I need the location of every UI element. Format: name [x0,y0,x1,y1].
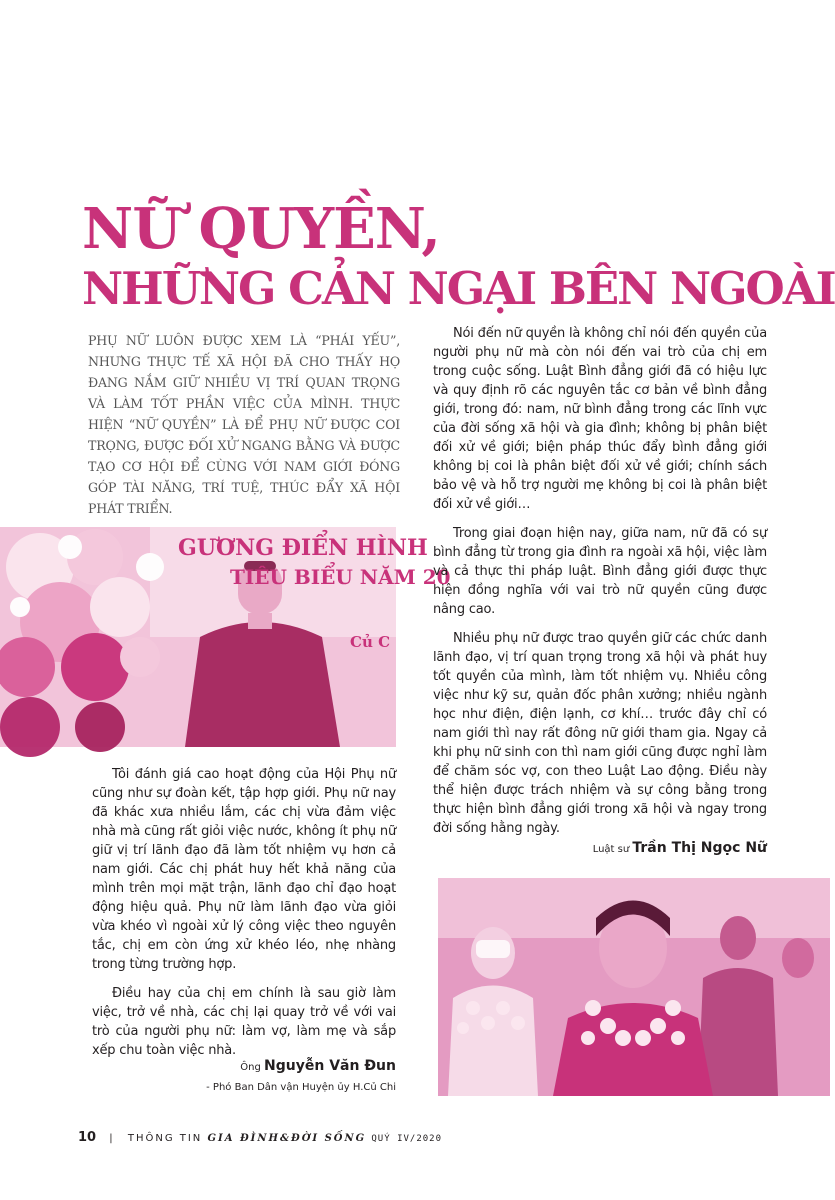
photo-banner-text-2: TIÊU BIỂU NĂM 20 [230,565,451,589]
photo-woman-with-garland [438,878,830,1096]
quote-column-left [92,765,396,1070]
intro-lead: PHỤ NỮ LUÔN ĐƯỢC XEM LÀ “PHÁI YẾU”, NHƯNG THỰC TẾ XÃ HỘI ĐÃ CHO THẤY HỌ ĐANG NẮM GIỮ NHIỀU VỊ TRÍ QUAN TRỌNG VÀ LÀM TỐT PHẦN VIỆC CỦA MÌNH. THỰC HIỆN “NỮ QUYỀN” LÀ ĐỂ PHỤ NỮ ĐƯỢC COI TRỌNG, ĐƯỢC ĐỐI XỬ NGANG BẰNG VÀ ĐƯỢC TẠO CƠ HỘI ĐỂ CÙNG VỚI NAM GIỚI ĐÓNG GÓP TÀI NĂNG, TRÍ TUỆ, THÚC ĐẨY XÃ HỘI PHÁT TRIỂN. [88,333,400,516]
page-footer [78,1130,442,1145]
page-number: 10 [78,1130,97,1145]
signature-role: - Phó Ban Dân vận Huyện ủy H.Củ Chi [206,1082,396,1093]
issue-label: QUÝ IV/2020 [371,1134,442,1144]
signature-name: Trần Thị Ngọc Nữ [632,840,767,856]
footer-separator: | [109,1133,115,1144]
photo-official-at-event [0,527,451,747]
photo-banner-text-1: GƯƠNG ĐIỂN HÌNH [178,535,428,561]
quote-paragraph: Nhiều phụ nữ được trao quyền giữ các chức danh lãnh đạo, vị trí quan trọng trong xã hội và phát huy tốt quyền của mình, làm tốt nhiệm vụ. Nhiều công việc như kỹ sư, quản đốc phân xưởng; nhiều ngành học như điện, điện lạnh, cơ khí… trước đây chỉ có nam giới thì nay rất đông nữ giới tham gia. Ngay cả khi phụ nữ sinh con thì nam giới cũng được nghỉ làm để chăm sóc vợ, con theo Luật Lao động. Điều này thể hiện được trách nhiệm và sự công bằng trong thực hiện bình đẳng giới trong xã hội và ngay trong đời sống hằng ngày. [433,631,767,836]
headline-line-1: NỮ QUYỀN, [82,196,440,262]
photo-banner-text-3: Củ C [350,633,391,651]
signature-name: Nguyễn Văn Đun [264,1058,396,1074]
quote-column-right [433,324,767,848]
magazine-name: GIA ĐÌNH&ĐỜI SỐNG [207,1133,367,1144]
photo-woman-illustration [438,878,830,1096]
signature-title: Ông [240,1062,261,1073]
signature-right [593,840,767,856]
quote-paragraph: Nói đến nữ quyền là không chỉ nói đến quyền của người phụ nữ mà còn nói đến vai trò của chị em trong cuộc sống. Luật Bình đẳng giới đã có hiệu lực và quy định rõ các nguyên tắc cơ bản về bình đẳng giới, trong đó: nam, nữ bình đẳng trong các lĩnh vực của đời sống xã hội và gia đình; không bị phân biệt đối xử về giới; biện pháp thúc đẩy bình đẳng giới không bị coi là phân biệt đối xử về giới; chính sách bảo vệ và hỗ trợ người mẹ không bị coi là phân biệt đối xử về giới… [433,326,767,512]
headline-line-2: NHỮNG CẢN NGẠI BÊN NGOÀI [82,262,835,315]
footer-prefix: THÔNG TIN [127,1133,203,1144]
quote-paragraph: Tôi đánh giá cao hoạt động của Hội Phụ nữ cũng như sự đoàn kết, tập hợp giới. Phụ nữ nay đã khác xưa nhiều lắm, các chị vừa đảm việc nhà mà cũng rất giỏi việc nước, không ít phụ nữ giữ vị trí lãnh đạo đã làm tốt nhiệm vụ hơn cả nam giới. Các chị phát huy hết khả năng của mình trên mọi mặt trận, lãnh đạo chỉ đạo hoạt động hiệu quả. Phụ nữ làm lãnh đạo vừa giỏi vừa khéo vì ngoài xử lý công việc theo nguyên tắc, chị em còn ứng xử khéo léo, nhẹ nhàng trong từng trường hợp. [92,767,396,972]
signature-left [240,1058,396,1074]
quote-paragraph: Trong giai đoạn hiện nay, giữa nam, nữ đã có sự bình đẳng từ trong gia đình ra ngoài xã hội, việc làm và cả thực thi pháp luật. Bình đẳng giới được thực hiện đồng nghĩa với vai trò nữ quyền cũng được nâng cao. [433,526,767,617]
quote-paragraph: Điều hay của chị em chính là sau giờ làm việc, trở về nhà, các chị lại quay trở về với vai trò của người phụ nữ: làm vợ, làm mẹ và sắp xếp chu toàn việc nhà. [92,986,396,1058]
signature-title: Luật sư [592,844,630,855]
